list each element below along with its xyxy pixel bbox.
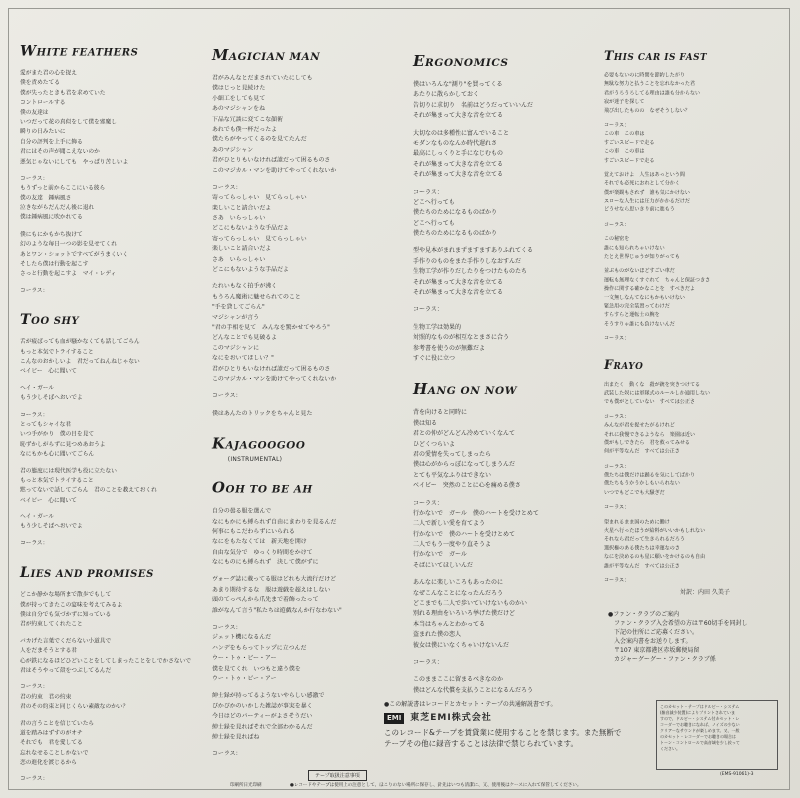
lyric-line: それなら君だって生きられるだろう — [604, 536, 685, 543]
lyric-line: コントロールする — [20, 99, 66, 106]
lyric-line: 舌が疲ばっても血が騒かなくても話してごらん — [20, 338, 140, 346]
lyric-line: 僕はどんな代償を支払うことになるんだろう — [413, 686, 534, 694]
lyric-line: この秘密を — [604, 236, 630, 243]
lyric-line: コーラス： — [413, 499, 443, 507]
lyric-line: このままここに留まるべきなのか — [413, 676, 504, 684]
lyric-line: モダンなものなんか時代遅れさ — [413, 139, 498, 147]
lyric-line: もうずっと前からここにいる彼ら — [20, 184, 106, 192]
lyric-line: コーラス： — [20, 174, 49, 182]
stanza-gap — [20, 404, 196, 411]
lyric-line: もう少しそばへおいでよ — [20, 394, 83, 402]
lyric-line: ウー・トゥ・ビー・アー — [212, 654, 277, 662]
song-title: MAGICIAN MAN — [212, 46, 321, 64]
lyric-line: 寂が迷子を探して — [604, 98, 645, 105]
lyric-line: ウー・トゥ・ビー・アー — [212, 675, 277, 683]
lyric-line: 僕は自分でも気づかずに知っている — [20, 611, 112, 618]
lyric-line: 僕がもしできたら 君を救ってみせる — [604, 439, 691, 446]
stanza-gap — [413, 651, 598, 658]
lyric-line: とても平気なふりはできない — [413, 471, 492, 479]
lyric-line: 操作に関する確かなことを すべきだよ — [604, 285, 695, 292]
release-notes — [384, 700, 652, 749]
stanza-gap — [212, 275, 399, 282]
lyric-line: なにをもたなくては 新天地を開け — [212, 538, 307, 546]
lyric-line: それでも必死におれとして分かく — [604, 180, 680, 187]
fanclub-lines — [614, 619, 778, 664]
panel-line: トーン・コントロールで高音域を少し絞って — [660, 740, 740, 745]
lyric-line: コーラス： — [20, 683, 49, 691]
lyric-line: ハンデをもらってトップに立つんだ — [212, 644, 307, 652]
lyric-line: なにものにも縛られず 決して僕がずに — [212, 558, 319, 566]
lyric-line: さっと行動を起こすよ マイ・レディ — [20, 270, 117, 278]
lyric-line: 必要もないのに時間を節約したがり — [604, 72, 685, 79]
lyric-line: それが集まって大きな音を立てる — [413, 171, 504, 179]
stanza-gap — [20, 532, 196, 539]
stanza-gap — [20, 676, 196, 683]
lyric-line: 僕はあんたのトリックをちゃんと見た — [212, 409, 313, 417]
lyric-line: 僕たちは僕だけは踊るを気にしてばかり — [604, 472, 696, 478]
lyric-line: 泣きながらだんだん後に退れ — [20, 204, 95, 212]
lyric-line: 生物工学が作りだしたりをつけたものたち — [413, 268, 528, 276]
lyric-note: ●この解説書はレコードとカセット・テープの共通解説書です。 — [384, 701, 557, 708]
lyric-line: コーラス： — [604, 122, 630, 129]
lyric-line: 無駄な努力と払うことを忘れなかった君 — [604, 81, 696, 88]
lyric-line: 僕を見てくれ いつもと違う僕を — [212, 664, 301, 672]
lyric-line: コーラス： — [604, 577, 630, 584]
lyric-line: コーラス： — [604, 463, 630, 470]
lyric-line: すごいスピードで走る — [604, 157, 655, 164]
lyric-lines — [413, 80, 598, 364]
lyric-line: 君との仲がどんどん冷めていくなんて — [413, 430, 516, 438]
lyric-line: 僕にもにかもかち抜けて — [20, 230, 83, 238]
lyric-line: 運転も無理なくすぐれて ちゃんと保証つきさ — [604, 277, 711, 284]
lyric-line: それが集まって大きな音を立てる — [413, 160, 504, 168]
song-subtitle: (INSTRUMENTAL) — [227, 456, 283, 464]
lyric-line: 何事にもこだわらずにいられる — [212, 528, 295, 536]
lyric-line: 自分の評判を上手に飾る — [20, 138, 83, 146]
lyric-line: 僕の友達は — [20, 109, 49, 116]
lyric-line: それでも 君を愛してる — [20, 739, 83, 747]
lyric-line: あたりに散らかしておく — [413, 91, 480, 99]
lyric-line: ヴォーグ誌に載ってる服はどれも大流行だけど — [212, 576, 337, 583]
lyric-line: このマジシャンに — [212, 344, 260, 352]
lyric-line: 僕は鍾病風に吹かれてる — [20, 214, 83, 222]
lyric-line: どこまでも二人で歩いていけないものかい — [413, 600, 528, 608]
lyric-line: 大切なのは多種性に富んでいること — [413, 129, 510, 137]
lyric-line: 僕たちがやってくるのを見てたんだ — [212, 136, 307, 143]
lyric-line: 小細工をしても見て — [212, 95, 266, 102]
lyric-line: どこへ行っても — [413, 219, 455, 227]
lyric-line: 彼女は僕にいなくちゃいけないんだ — [413, 641, 510, 649]
lyric-line: コーラス： — [604, 221, 630, 228]
lyric-line: 黙ってないで話してごらん 君のことを教えておくれ — [20, 486, 157, 494]
lyric-line: 盗まれた僕の恋人 — [413, 631, 462, 639]
lyric-line: ひどくつらいよ — [413, 440, 456, 448]
lyric-line: さあ いらっしゃい — [212, 255, 266, 263]
stanza-gap — [413, 181, 598, 188]
song-title: OOH TO BE AH — [212, 479, 313, 497]
stanza-gap — [413, 571, 598, 578]
lyric-line: どこにもないような手品だよ — [212, 224, 289, 232]
lyric-line: 僕が楽観もされず 誰も気にかけない — [604, 189, 691, 196]
lyric-line: いつだって花の真似をして僕を邪魔し — [20, 118, 117, 126]
lyric-line: 火星へ行ったほうが給料がいいかもしれない — [604, 527, 706, 534]
lyric-line: 人をだまそうとする君 — [20, 647, 78, 655]
lyric-line: 寄ってらっしゃい 見てらっしゃい — [212, 194, 307, 202]
lyric-line: 紳士録を見ればね — [212, 733, 260, 741]
lyric-line: なぜこんなことになったんだろう — [413, 589, 504, 597]
lyric-line: 型や見本がまれまずますますありふれてくる — [413, 247, 534, 255]
lyric-lines — [20, 338, 196, 549]
tape-care-box: テープ取扱注意事項 — [308, 770, 367, 781]
lyric-line: 楽しいこと請合いだよ — [212, 204, 272, 212]
panel-line: コーダーでお聴きになれば、ノイズの少ない — [660, 722, 740, 727]
lyric-line: 僕は知る — [413, 419, 438, 427]
lyric-lines — [212, 507, 399, 760]
lyric-line: 選択権のある僕たちは幸運なのさ — [604, 545, 680, 552]
song-title: WHITE FEATHERS — [20, 42, 139, 60]
lyric-line: そうすりゃ誰にも負けないんだ — [604, 320, 675, 327]
panel-line: のカセット・レコーダーでお聴きの場合は — [660, 734, 736, 739]
lyric-line: 道を踏みはずすのがオチ — [20, 729, 83, 737]
song-title: THIS CAR IS FAST — [604, 48, 708, 64]
lyric-line: 一文無しなんてなにもかもいけない — [604, 294, 685, 301]
lyric-line: コーラス： — [604, 335, 630, 342]
lyric-line: どこへ行っても — [413, 198, 455, 206]
lyric-line: コーラス： — [604, 504, 630, 511]
lyric-line: 僕の友達 鍾病風さ — [20, 194, 72, 202]
song-block — [604, 48, 752, 344]
panel-line: (雑音減少装置)によりプリントされていま — [660, 710, 735, 715]
lyric-line: 君がみんなとだまされていたにしても — [212, 74, 313, 82]
lyric-line: 幻のような毎日一つの影を見せてくれ — [20, 240, 117, 248]
lyrics-column-2 — [212, 46, 399, 760]
lyric-line: 君のその約束と同じくらい素敵なのかい？ — [20, 703, 129, 711]
stanza-gap — [20, 768, 196, 775]
song-block — [212, 479, 399, 760]
lyric-line: 僕が失ったときも君を求めていた — [20, 89, 106, 96]
lyric-line: 僕はいろんな"測り"を買ってくる — [413, 81, 503, 88]
lyric-line: ヘイ・ガール — [20, 513, 55, 520]
song-block — [604, 357, 752, 585]
lyric-line: みんなが君を捉せたがるけれど — [604, 422, 675, 429]
lyric-line: 君の約束 君の約束 — [20, 693, 72, 701]
stanza-gap — [20, 377, 196, 384]
lyric-line: コーラス： — [212, 623, 242, 631]
lyric-line: でも僕がとしていない すべては公正さ — [604, 398, 695, 405]
lyric-line: あのマジシャンをね — [212, 105, 265, 113]
lyric-line: コーラス： — [20, 775, 49, 783]
lyric-line: たとえ世界じゅうが知りがっても — [604, 253, 680, 260]
stanza-gap — [20, 223, 196, 230]
lyric-line: なにもかにも縛られず自由にまわりを見るんだ — [212, 517, 337, 525]
lyric-line: 望まれるまま国のために働け — [604, 518, 670, 525]
lyric-line: あまり期待するな 服は遊戯を超えはしない — [212, 586, 331, 594]
lyric-line: 飛び出したものの なぜそうしない？ — [604, 107, 691, 114]
lyric-line: あとワン・ショットですべてがうまくいく — [20, 250, 129, 258]
lyric-line: 武装した奴には軍隊式のルールしか通用しない — [604, 390, 711, 397]
lyric-line: 僕たちのためになるものばかり — [413, 209, 498, 217]
translator-credit: 対訳：内田 久美子 — [680, 589, 730, 596]
lyric-line: 君の言うことを信じていたら — [20, 719, 95, 727]
lyric-line: ジェット機になるんだ — [212, 634, 272, 642]
lyric-line: 君がひとりもいなければ誰だって困るものさ — [212, 365, 331, 372]
lyric-line: 参考書を使うのが無難だよ — [413, 344, 486, 352]
panel-line: すので、ドルビー・システム付カセット・レ — [660, 716, 740, 721]
stanza-gap — [212, 616, 399, 623]
lyric-line: 僕が持ってきたこの宴味を考えてみるよ — [20, 601, 123, 608]
lyric-line: 悪気じゃないにしても やっぱり苦しいよ — [20, 158, 129, 166]
lyric-line: いつでもどこでも大騒ぎだ — [604, 489, 665, 496]
lyric-line: 君が約束してくれたこと — [20, 621, 83, 628]
lyric-line: コーラス： — [212, 183, 242, 191]
lyric-line: 心が鉄になるほどひどいことをしてしまったことをしでかさないで — [20, 657, 192, 664]
lyric-line: 並ぶものがないほどすごい車だ — [604, 268, 675, 275]
lyric-line: コーラス： — [413, 306, 443, 314]
lyric-line: 誰が平等なんだ すべては公正さ — [604, 562, 680, 569]
stanza-gap — [20, 630, 196, 637]
lyric-line: なにを決めるのも星に願いをかけるのも自由 — [604, 553, 706, 560]
lyric-line: 寄ってらっしゃい 見てらっしゃい — [212, 235, 307, 243]
dolby-panel — [656, 700, 778, 770]
stanza-gap — [212, 568, 399, 575]
lyric-line: 下品な冗談に変てこな顔術 — [212, 115, 284, 123]
lyric-line: なにをおいてほしい？" — [212, 354, 274, 362]
lyric-line: 緊急用の完全装置ってわけだ — [604, 303, 670, 310]
lyric-line: 覚えておけよ 人生はあっという間 — [604, 171, 685, 178]
stanza-gap — [212, 402, 399, 409]
lyric-line: 紳士録が持ってるようないやらしい感激で — [212, 692, 325, 700]
lyric-line: 君はそうやって殻をつぶしてるんだ — [20, 667, 112, 674]
song-title: ERGONOMICS — [413, 52, 509, 70]
lyric-line: 別れる理由をいろいろ挙げた僕だけど — [413, 610, 516, 618]
lyric-line: 恋の進化を渡じるから — [20, 759, 78, 767]
company-name: 東芝EMI株式会社 — [410, 713, 492, 723]
lyric-line: コーラス： — [20, 411, 49, 418]
legal-line-2: テープその他に録音することは法律で禁じられています。 — [384, 739, 579, 748]
lyric-line: "君の手相を見て みんなを驚かせてやろう" — [212, 324, 330, 331]
lyric-line: 自由な気分で ゆっくり時間をかけて — [212, 548, 313, 556]
lyric-line: スローな人生には圧力がかかるだけだ — [604, 198, 691, 205]
lyric-line: さあ いらっしゃい — [212, 214, 266, 222]
stanza-gap — [413, 668, 598, 675]
song-title: FRAYO — [604, 357, 644, 373]
lyric-line: どんなことでも見破るよ — [212, 334, 278, 342]
lyric-line: それが集まって大きな音を立てる — [413, 112, 504, 120]
lyrics-column-3 — [413, 52, 598, 696]
lyric-line: 君にはその声が聞こえないのか — [20, 148, 100, 156]
song-title: HANG ON NOW — [413, 380, 518, 399]
printer-credit: 印刷所日光印刷 — [230, 783, 262, 788]
lyric-line: 君の態度には現代医学も役に立たない — [20, 467, 117, 474]
legal-line-1: このレコード&テープを賃貸業に使用することを禁じます。また無断で — [384, 728, 622, 737]
emi-logo: EMI — [384, 713, 404, 724]
lyric-line: もうろん魔術に魅せられてのこと — [212, 293, 301, 301]
panel-line: ください。 — [660, 746, 680, 751]
stanza-gap — [413, 298, 598, 305]
stanza-gap — [413, 239, 598, 246]
lyric-line: そしたら僕は行動を起こす — [20, 260, 89, 268]
fanclub-line: 入会案内書をお送りします。 — [614, 638, 692, 645]
lyric-line: 僕たちもうかうかしもいられない — [604, 480, 680, 487]
song-title: KAJAGOOGOO — [212, 434, 306, 453]
lyric-line: 紳士録を見ればそれで全部わかるんだ — [212, 723, 313, 730]
lyric-line: バカげた言葉でくだらない小道具で — [20, 637, 112, 645]
stanza-gap — [212, 684, 399, 691]
lyric-line: 君の愛情を失ってしまったら — [413, 450, 492, 458]
song-block — [20, 564, 196, 785]
lyric-line: コーラス： — [604, 413, 630, 420]
lyric-line: このマジカル・マンを助けてやってくれないか — [212, 166, 337, 174]
stanza-gap — [20, 712, 196, 719]
lyric-line: コーラス： — [212, 750, 242, 758]
lyric-line: 僕は心がからっぽになってしまうんだ — [413, 461, 516, 469]
lyric-line: 君がうろうろしてる理由は誰も分からない — [604, 89, 701, 96]
panel-line: クリアーなサウンドが楽しめます。又、一般 — [660, 728, 740, 733]
lyric-line: コーラス： — [413, 658, 443, 666]
panel-line: このカセット・テープはドルビー・システム — [660, 704, 740, 709]
song-title: LIES AND PROMISES — [20, 563, 154, 581]
lyric-line: 瞬りの日みたいに — [20, 128, 66, 136]
lyric-line: そばにいてほしいんだ — [413, 561, 474, 569]
lyric-line: 手作りのものをまた手作りしなおすんだ — [413, 257, 522, 265]
song-block — [20, 311, 196, 549]
lyric-line: コーラス： — [212, 392, 242, 400]
lyric-line: それが集まって大きな音を立てる — [413, 289, 504, 297]
lyric-line: 出またく 動くな 殺が銃を突きつけてる — [604, 381, 701, 388]
lyric-line: 僕はじっと見続けた — [212, 84, 266, 92]
lyric-line: もっと本気でトライすること — [20, 477, 94, 484]
lyric-line: すぐに役に立つ — [413, 354, 456, 362]
care-footer: ●レコードやテープは使用上の注意として、ほこりのない場所に保存し、針先はいつも清潔に、又、使用後はケースに入れて保管してください。 — [290, 783, 582, 788]
fanclub-line: カジャーグーグー・ファン・クラブ係 — [614, 656, 716, 663]
lyric-line: いつ手がかり 僕の目を見て — [20, 430, 95, 438]
song-block — [212, 46, 399, 419]
lyric-line: 今日はどのパーティーがよさそうだい — [212, 712, 313, 720]
lyric-line: 行かないで ガール — [413, 551, 467, 559]
lyric-line: もう少しそばへおいでよ — [20, 523, 83, 530]
lyric-line: どこにもないような手品だよ — [212, 265, 289, 273]
song-title: TOO SHY — [20, 311, 80, 329]
lyric-line: 頭のてっぺんから爪先まで着飾ったって — [212, 596, 319, 604]
lyrics-column-1 — [20, 42, 196, 785]
lyric-line: どこか静かな場所まで散歩でもして — [20, 591, 112, 599]
lyric-lines — [212, 74, 399, 419]
lyric-lines — [20, 69, 196, 296]
lyric-line: 自分の曇る服を選んで — [212, 507, 272, 515]
lyric-line: 楽しいこと請合いだよ — [212, 245, 272, 253]
lyric-lines — [604, 72, 752, 344]
lyric-line: あのマジシャン — [212, 146, 254, 154]
song-block — [20, 42, 196, 296]
lyric-line: すらすらと運転士の腕を — [604, 312, 660, 319]
lyric-line: すごいスピードで走る — [604, 139, 655, 146]
lyric-line: 生物工学は効果的 — [413, 323, 462, 331]
fanclub-line: ファン・クラブ入会希望の方は〒60切手を同封し — [614, 620, 748, 627]
lyric-line: 本当はちゃんとわかってる — [413, 620, 486, 628]
lyric-line: 忘れなせることしかないで — [20, 749, 89, 757]
lyric-line: 行かないで ガール 僕のハートを受けとめて — [413, 509, 539, 517]
stanza-gap — [413, 316, 598, 323]
stanza-gap — [413, 122, 598, 129]
lyric-line: ベイビー 心に聞いて — [20, 368, 77, 375]
stanza-gap — [212, 743, 399, 750]
lyric-line: たれいもなく拍手が沸く — [212, 283, 278, 291]
lyric-line: 背を向けると同時に — [413, 409, 468, 417]
lyric-line: 君がひとりもいなければ誰だって困るものさ — [212, 156, 331, 164]
lyric-line: コーラス： — [20, 286, 49, 294]
song-block — [413, 52, 598, 364]
stanza-gap — [413, 492, 598, 499]
lyric-line: ベイビー 突然のことに心を痛める僕さ — [413, 482, 521, 490]
lyric-line: 二人でもう一度やり直そうよ — [413, 541, 492, 549]
lyric-line: どうせなら思いきり前に進もう — [604, 206, 675, 213]
catalog-number: (EMS-91061)-3 — [720, 772, 754, 777]
lyric-line: 誰にも知られちゃいけない — [604, 244, 665, 251]
lyric-line: ぴかぴかのいかした雑誌が事実を暴く — [212, 702, 313, 710]
lyric-line: なにもかも心に聞いてごらん — [20, 450, 95, 458]
lyric-line: "手を貸してごらん" — [212, 303, 265, 311]
stanza-gap — [212, 176, 399, 183]
song-block — [212, 435, 399, 464]
song-block — [413, 380, 598, 696]
lyric-line: もっと本気でトライすること — [20, 348, 94, 356]
lyric-line: この車 この車は — [604, 148, 645, 155]
lyrics-column-4 — [604, 48, 752, 585]
fanclub-info — [608, 610, 778, 664]
stanza-gap — [20, 279, 196, 286]
lyric-line: コーラス： — [20, 539, 49, 547]
stanza-gap — [212, 385, 399, 392]
lyric-line: この車 この車は — [604, 130, 645, 137]
fanclub-title: ●ファン・クラブのご案内 — [608, 611, 680, 618]
lyric-line: 告切りに求切り 名前はどうだっていいんだ — [413, 101, 534, 109]
fanclub-line: 〒107 東京都港区赤坂郵便局留 — [614, 647, 700, 654]
lyric-line: とってもシャイな君 — [20, 421, 72, 428]
lyric-line: コーラス： — [413, 188, 443, 196]
fanclub-line: 下記の住所にご応募ください。 — [614, 629, 699, 636]
lyric-line: 僕たちのためになるものばかり — [413, 230, 498, 238]
lyric-line: 愛がまた君の心を捉え — [20, 69, 78, 77]
stanza-gap — [20, 167, 196, 174]
lyric-line: ヘイ・ガール — [20, 384, 55, 392]
lyric-line: ベイビー 心に聞いて — [20, 496, 77, 504]
lyric-line: 行かないで 僕のハートを受けとめて — [413, 530, 516, 538]
lyric-line: 最高にしっくりと手になじむもの — [413, 150, 504, 158]
lyric-line: 僕を責めたてる — [20, 79, 60, 87]
lyric-line: それに我慢できるようなら 楽園は近い — [604, 431, 696, 438]
lyric-line: こんなのおかしいよ 君だってねんねじゃない — [20, 358, 140, 366]
lyric-line: マジシャンが言う — [212, 313, 260, 321]
lyric-line: あんなに楽しいころもあったのに — [413, 579, 503, 587]
lyric-line: 恥ずかしがらずに見つめあおうよ — [20, 440, 106, 448]
lyric-lines — [413, 408, 598, 696]
lyric-line: あれでも僕一杯だったよ — [212, 125, 278, 133]
lyric-line: 何が平等なんだ すべては公正さ — [604, 448, 680, 455]
lyric-line: 二人で新しい愛を育てよう — [413, 520, 486, 528]
lyric-line: このマジカル・マンを助けてやってくれないか — [212, 375, 337, 383]
lyric-line: 対照的なものが相互なとまさに合う — [413, 334, 510, 342]
company-line — [384, 713, 652, 724]
lyric-line: それが集まって大きな音を立てる — [413, 278, 504, 286]
lyric-lines — [604, 381, 752, 586]
lyric-line: 誰がなんて言う"私たちは遊戯なんか行なわない" — [212, 606, 342, 614]
lyric-lines — [20, 590, 196, 784]
